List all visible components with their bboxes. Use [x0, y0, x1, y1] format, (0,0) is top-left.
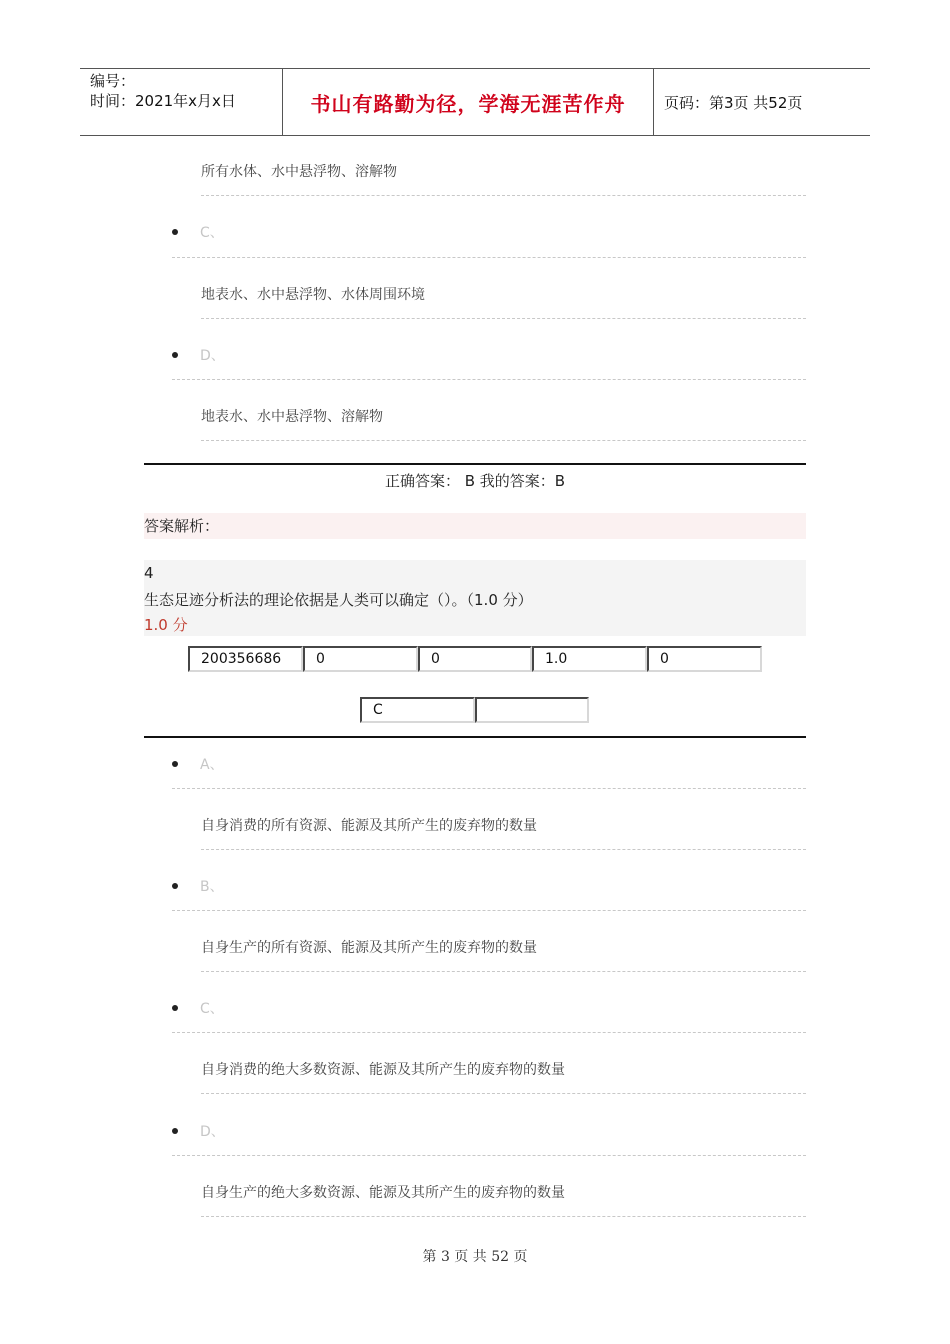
option-d-text: 自身生产的绝大多数资源、能源及其所产生的废弃物的数量: [201, 1185, 565, 1201]
header-meta: [80, 69, 282, 135]
option-b-text: 自身生产的所有资源、能源及其所产生的废弃物的数量: [201, 940, 537, 956]
option-d[interactable]: [172, 1121, 225, 1141]
bullet-icon: [172, 1005, 178, 1011]
option-letter: C、: [200, 225, 224, 241]
section-rule: [144, 463, 806, 465]
header-motto: 书山有路勤为径，学海无涯苦作舟: [282, 69, 654, 135]
option-d-text: 地表水、水中悬浮物、溶解物: [201, 409, 383, 425]
page-footer: 第 3 页 共 52 页: [422, 1249, 528, 1265]
option-c[interactable]: [172, 998, 224, 1018]
option-c-text: 地表水、水中悬浮物、水体周围环境: [201, 287, 425, 303]
info-cell: 0: [647, 646, 762, 672]
serial-label: 编号：: [90, 72, 136, 90]
divider: [201, 318, 806, 319]
divider: [201, 1216, 806, 1217]
option-a[interactable]: [172, 754, 224, 774]
option-c[interactable]: [172, 222, 224, 242]
bullet-icon: [172, 761, 178, 767]
answer-cell: [475, 697, 589, 723]
option-letter: A、: [200, 757, 224, 773]
option-letter: D、: [200, 348, 225, 364]
divider: [172, 788, 806, 789]
bullet-icon: [172, 229, 178, 235]
option-a-text: 自身消费的所有资源、能源及其所产生的废弃物的数量: [201, 818, 537, 834]
question-score: 1.0 分: [144, 616, 188, 634]
option-letter: D、: [200, 1124, 225, 1140]
divider: [172, 910, 806, 911]
option-d[interactable]: [172, 345, 225, 365]
option-letter: B、: [200, 879, 224, 895]
answer-analysis: 答案解析：: [144, 513, 806, 539]
option-b-text: 所有水体、水中悬浮物、溶解物: [201, 164, 397, 180]
option-c-text: 自身消费的绝大多数资源、能源及其所产生的废弃物的数量: [201, 1062, 565, 1078]
answer-line: 正确答案： B 我的答案：B: [384, 472, 566, 490]
divider: [201, 849, 806, 850]
bullet-icon: [172, 1128, 178, 1134]
divider: [172, 1032, 806, 1033]
section-rule: [144, 736, 806, 738]
page-header: [80, 68, 870, 136]
question-number: 4: [144, 564, 154, 582]
divider: [201, 195, 806, 196]
bullet-icon: [172, 352, 178, 358]
info-cell: 0: [303, 646, 418, 672]
divider: [172, 1155, 806, 1156]
divider: [172, 257, 806, 258]
info-cell: 200356686: [188, 646, 303, 672]
divider: [172, 379, 806, 380]
question-box: [144, 560, 806, 636]
answer-cell: C: [360, 697, 475, 723]
option-b[interactable]: [172, 876, 224, 896]
divider: [201, 1093, 806, 1094]
info-cell: 0: [418, 646, 532, 672]
divider: [201, 971, 806, 972]
question-text: 生态足迹分析法的理论依据是人类可以确定（）。（1.0 分）: [144, 591, 533, 609]
time-label: 时间：2021年x月x日: [90, 92, 236, 110]
bullet-icon: [172, 883, 178, 889]
header-page-info: 页码：第3页 共52页: [664, 93, 803, 112]
divider: [201, 440, 806, 441]
option-letter: C、: [200, 1001, 224, 1017]
info-cell: 1.0: [532, 646, 647, 672]
